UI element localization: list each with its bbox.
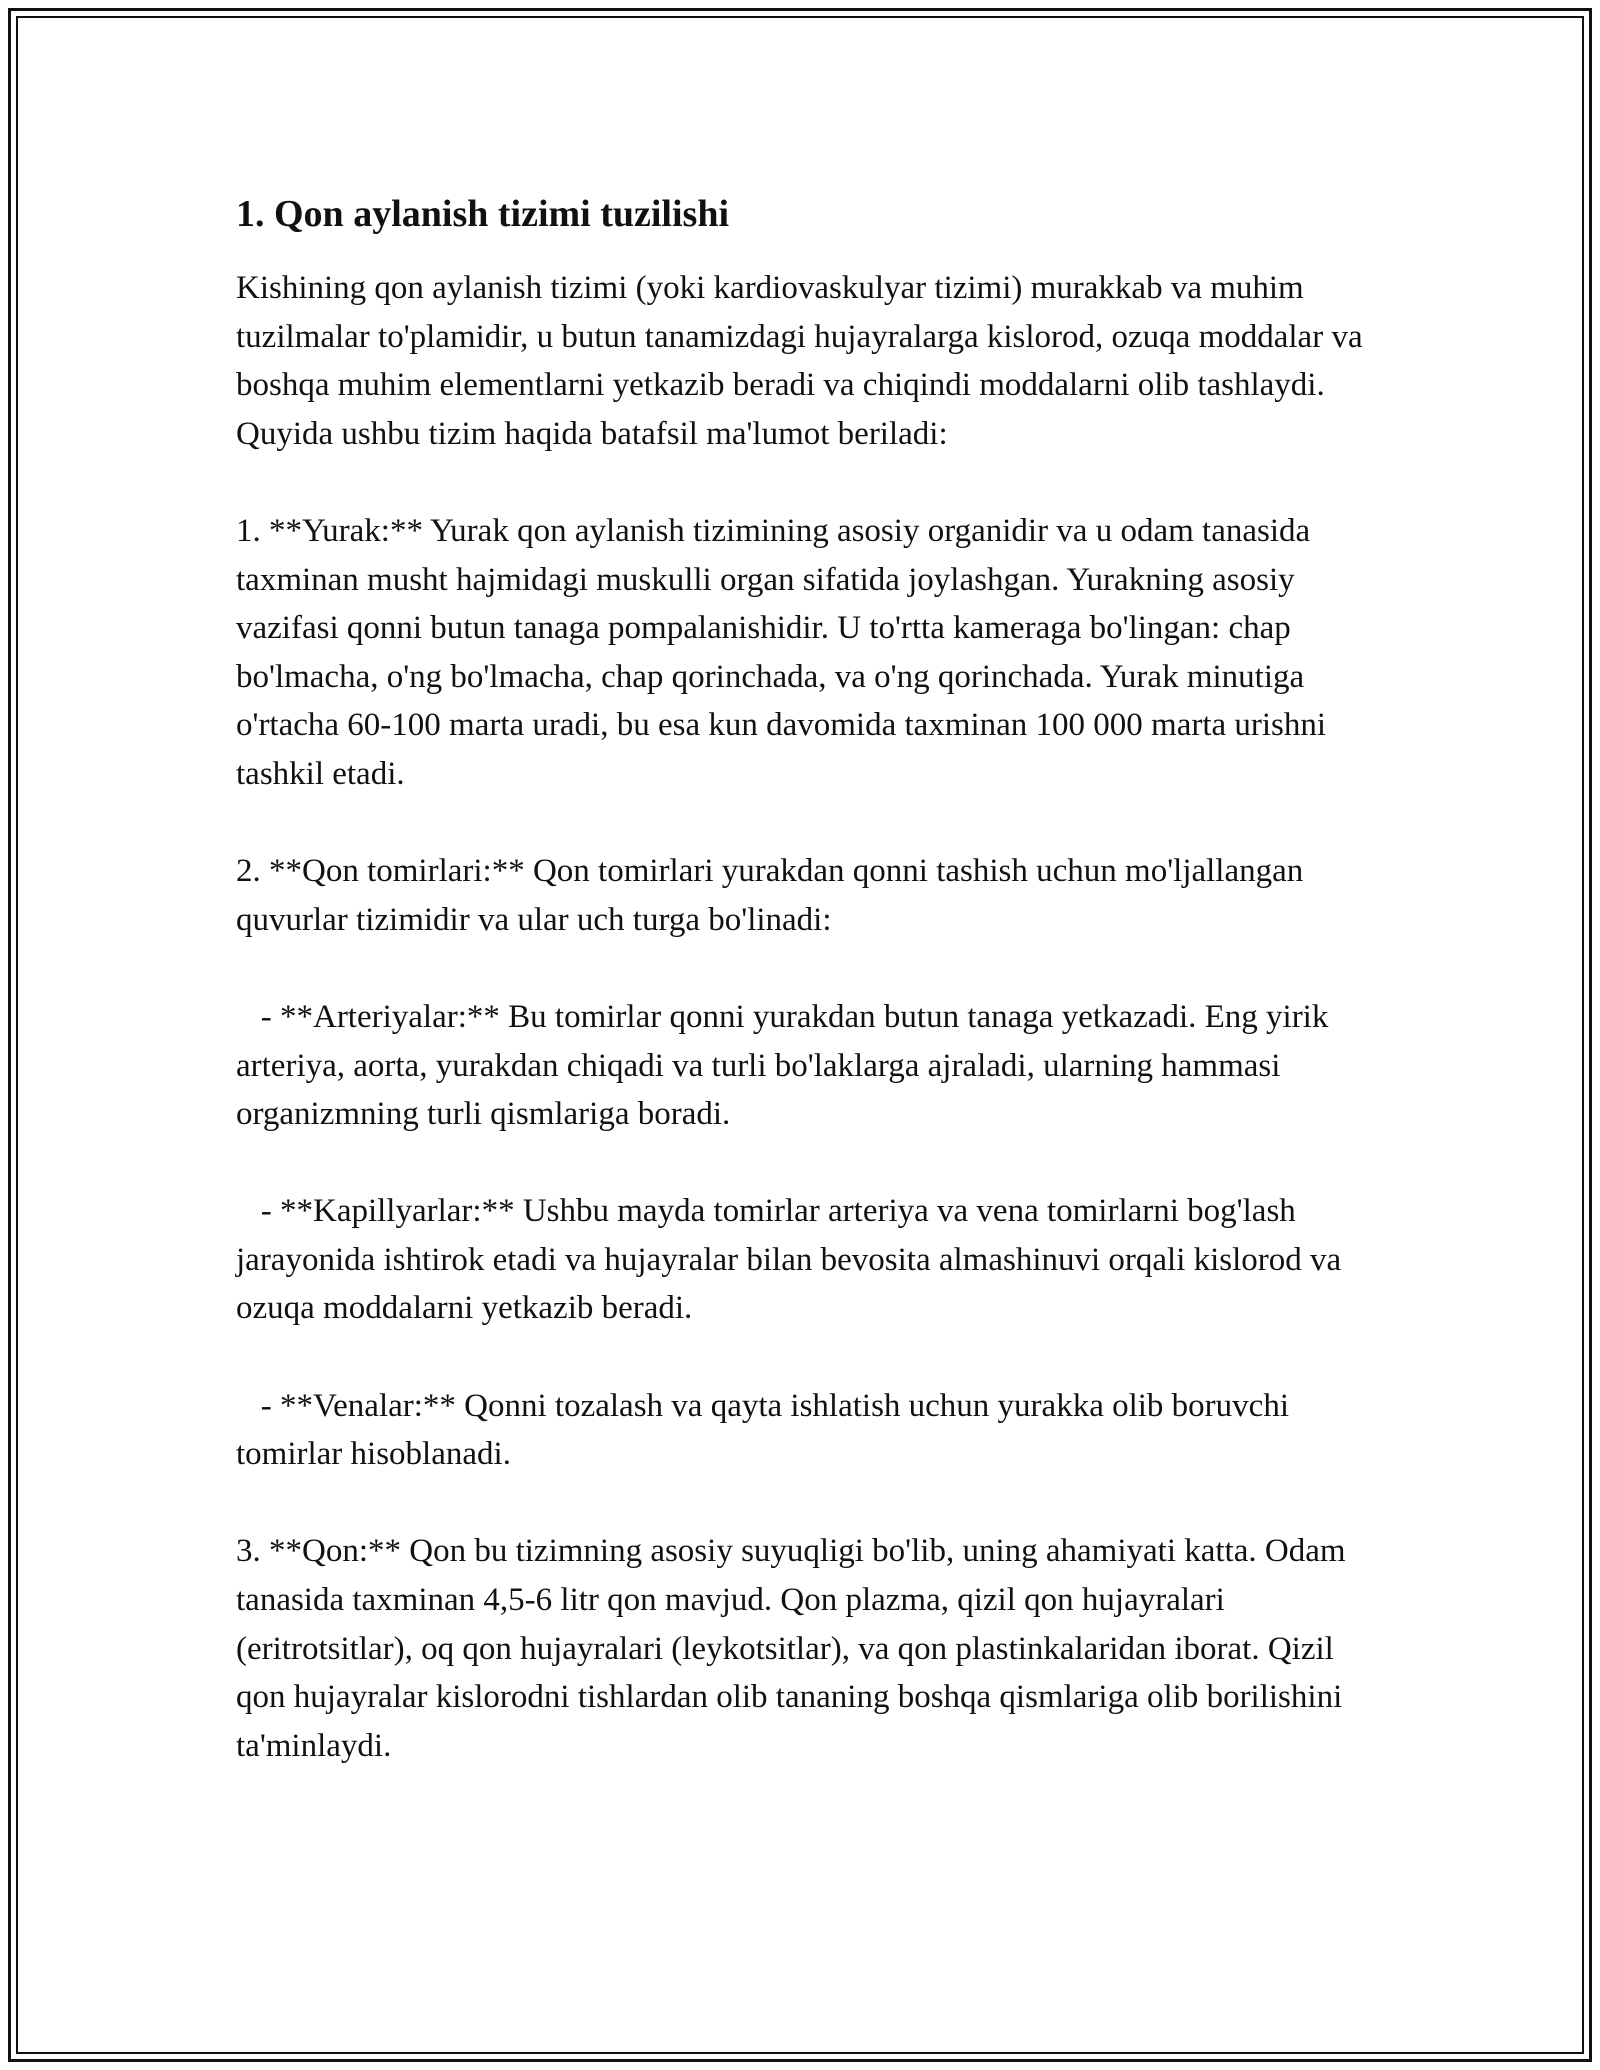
blood-vessels-paragraph: 2. **Qon tomirlari:** Qon tomirlari yurakdan qonni tashish uchun mo'ljallangan quvurlar tizimidir va ular uch turga bo'linadi:: [236, 853, 1312, 938]
document-body: [236, 186, 1371, 1770]
intro-paragraph: Kishining qon aylanish tizimi (yoki kardiovaskulyar tizimi) murakkab va muhim tuzilmalar to'plamidir, u butun tanamizdagi hujayralarga kislorod, ozuqa moddalar va boshqa muhim elementlarni yetkazib beradi va chiqindi moddalarni olib tashlaydi. Quyida ushbu tizim haqida batafsil ma'lumot beriladi:: [236, 270, 1371, 452]
blood-paragraph: 3. **Qon:** Qon bu tizimning asosiy suyuqligi bo'lib, uning ahamiyati katta. Odam tanasida taxminan 4,5-6 litr qon mavjud. Qon plazma, qizil qon hujayralari (eritrotsitlar), oq qon hujayralari (leykotsitlar), va qon plastinkalaridan iborat. Qizil qon hujayralar kislorodni tishlardan olib tananing boshqa qismlariga olib borilishini ta'minlaydi.: [236, 1533, 1354, 1764]
heart-paragraph: 1. **Yurak:** Yurak qon aylanish tizimining asosiy organidir va u odam tanasida taxminan musht hajmidagi muskulli organ sifatida joylashgan. Yurakning asosiy vazifasi qonni butun tanaga pompalanishidir. U to'rtta kameraga bo'lingan: chap bo'lmacha, o'ng bo'lmacha, chap qorinchada, va o'ng qorinchada. Yurak minutiga o'rtacha 60-100 marta uradi, bu esa kun davomida taxminan 100 000 marta urishni tashkil etadi.: [236, 512, 1335, 792]
capillaries-paragraph: - **Kapillyarlar:** Ushbu mayda tomirlar arteriya va vena tomirlarni bog'lash jarayonida ishtirok etadi va hujayralar bilan bevosita almashinuvi orqali kislorod va ozuqa moddalarni yetkazib beradi.: [236, 1193, 1350, 1327]
section-heading: 1. Qon aylanish tizimi tuzilishi: [236, 193, 730, 235]
paragraph-gap: [236, 944, 1366, 993]
paragraph-gap: [236, 799, 1366, 848]
paragraph-gap: [236, 458, 1366, 507]
veins-paragraph: - **Venalar:** Qonni tozalash va qayta ishlatish uchun yurakka olib boruvchi tomirlar hisoblanadi.: [236, 1387, 1298, 1473]
paragraph-gap: [236, 1333, 1366, 1382]
paragraph-gap: [236, 1479, 1366, 1528]
paragraph-gap: [236, 1139, 1366, 1188]
arteries-paragraph: - **Arteriyalar:** Bu tomirlar qonni yurakdan butun tanaga yetkazadi. Eng yirik arteriya, aorta, yurakdan chiqadi va turli bo'laklarga ajraladi, ularning hammasi organizmning turli qismlariga boradi.: [236, 998, 1337, 1133]
